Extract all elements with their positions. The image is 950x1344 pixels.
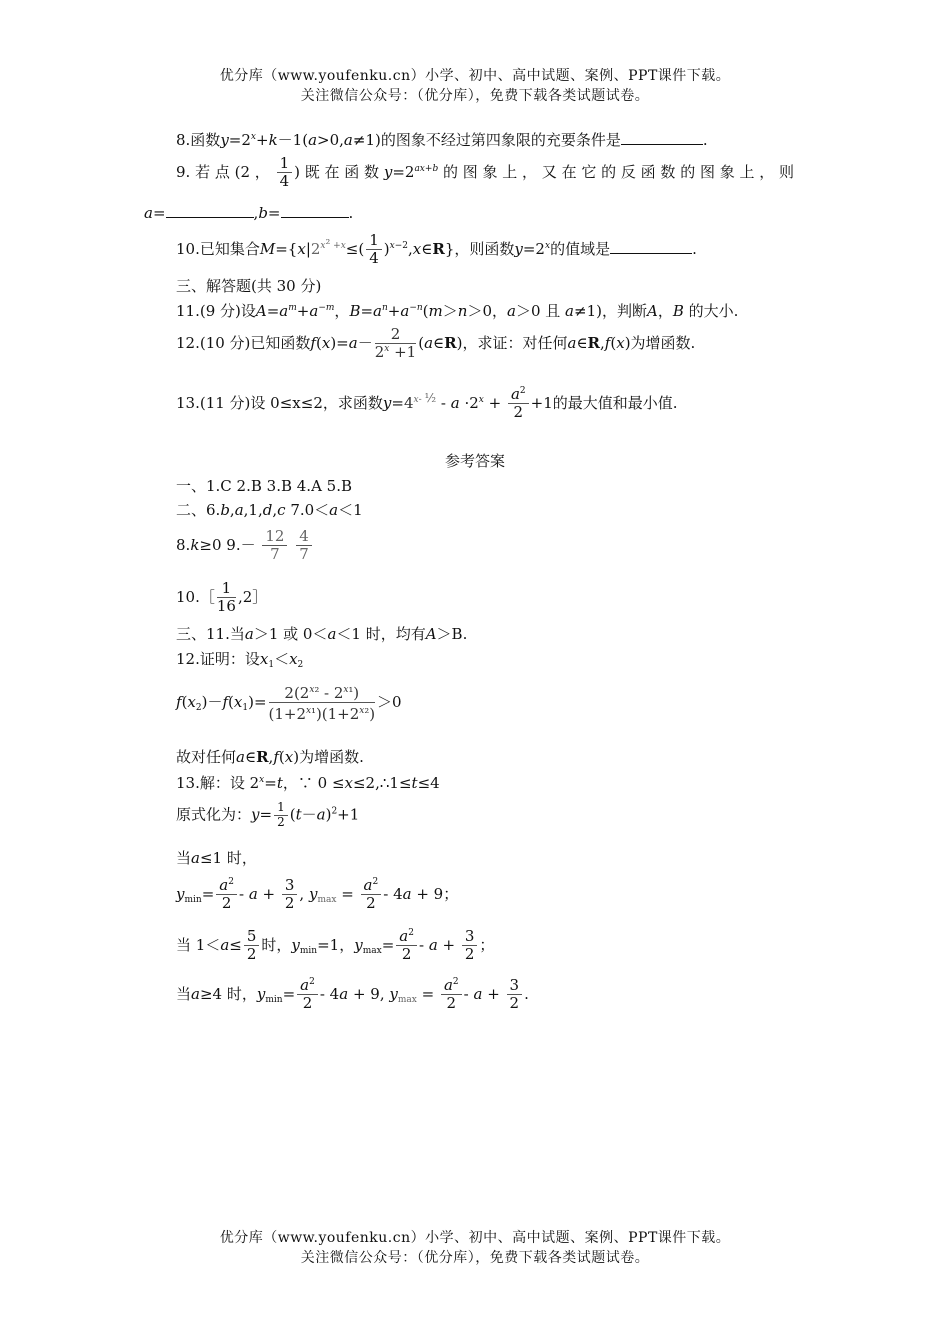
answer-line-1: 一、1.C 2.B 3.B 4.A 5.B	[176, 477, 353, 495]
question-9-line-2: a= ,b= .	[144, 204, 354, 222]
answer-line-11: 当a≤1 时，	[176, 849, 257, 867]
header-line-2: 关注微信公众号：（优分库），免费下载各类试题试卷。	[300, 88, 650, 104]
answer-line-10: 原式化为：y= $\frac{1}{2}$ $(t-a)^2+1$	[176, 800, 360, 829]
answer-line-14: 当a≥4 时，$y_{min}=$ $\frac{a^2}{2}$ - 4a + 9, $y_{max}$ = $\frac{a^2}{2}$ - a + $\frac{3}{2}$ .	[176, 976, 529, 1013]
question-9: 9. 若 点 (2 ， $\frac{1}{4}$ ) 既 在 函 数 $y=2^{ax+b}$ 的 图 象 上 ， 又 在 它 的 反 函 数 的 图 象 上 ， 则	[176, 154, 795, 191]
header-line-1: 优分库（www.youfenku.cn）小学、初中、高中试题、案例、PPT课件下载。	[219, 68, 731, 84]
question-10: 10.已知集合$M=\{x|2^{x^2 +x}\le$( $\frac{1}{4}$ )$^{x-2}$,x∈R}，则函数$y=2^x$的值域是 .	[176, 231, 697, 268]
question-11: 11.(9 分)设$A=a^m+a^{-m}$，$B=a^n+a^{-n}(m>n>0$，a＞0 且 a≠1)，判断A，B 的大小.	[176, 302, 739, 320]
answers-title: 参考答案	[444, 452, 505, 470]
answer-line-9: 13.解：设 $2^x=t$，∵ 0 ≤x≤2,∴1≤t≤4	[176, 774, 440, 792]
answer-line-12: $y_{min}=$ $\frac{a^2}{2}$ - a + $\frac{3}{2}$ , $y_{max}$ = $\frac{a^2}{2}$ - 4a + 9；	[176, 876, 459, 913]
question-8: 8.函数$y=2^x+k-1(a>0,a\ne 1)$的图象不经过第四象限的充要条件是 .	[176, 131, 708, 149]
answer-line-4: 10.［ $\frac{1}{16}$ ,2］	[176, 579, 268, 616]
question-13: 13.(11 分)设 0≤x≤2，求函数$y=4^{x- \frac{1}{2}} - a \cdot 2^x$ + $\frac{a^2}{2}$ +1的最大值和最小值.	[176, 385, 678, 422]
answer-line-7: $f(x_2)-f(x_1)=$ $\frac{2(2^{x_2} - 2^{x_1})}{(1+2^{x_1})(1+2^{x_2})}$ ＞0	[176, 681, 402, 724]
answer-line-8: 故对任何a∈R,f(x)为增函数.	[176, 748, 364, 766]
answer-line-13: 当 1＜a≤ $\frac{5}{2}$ 时，$y_{min}=1$，$y_{max}=$ $\frac{a^2}{2}$ - a + $\frac{3}{2}$ ；	[176, 927, 495, 964]
footer-line-2: 关注微信公众号：（优分库），免费下载各类试题试卷。	[300, 1250, 650, 1266]
answer-line-3: 8.k≥0 9.－ $\frac{12}{7}$ $\frac{4}{7}$	[176, 528, 314, 564]
answer-line-6: 12.证明：设$x_1<x_2$	[176, 650, 304, 670]
answer-line-5: 三、11.当a＞1 或 0＜a＜1 时，均有A＞B.	[176, 625, 468, 643]
answer-line-2: 二、6.b,a,1,d,c 7.0＜a＜1	[176, 501, 363, 519]
footer-line-1: 优分库（www.youfenku.cn）小学、初中、高中试题、案例、PPT课件下载。	[219, 1230, 731, 1246]
section-3-title: 三、解答题(共 30 分)	[176, 277, 322, 295]
question-12: 12.(10 分)已知函数f(x)=a－ $\frac{2}{2^x +1}$ (a∈R)，求证：对任何a∈R,f(x)为增函数.	[176, 325, 696, 362]
